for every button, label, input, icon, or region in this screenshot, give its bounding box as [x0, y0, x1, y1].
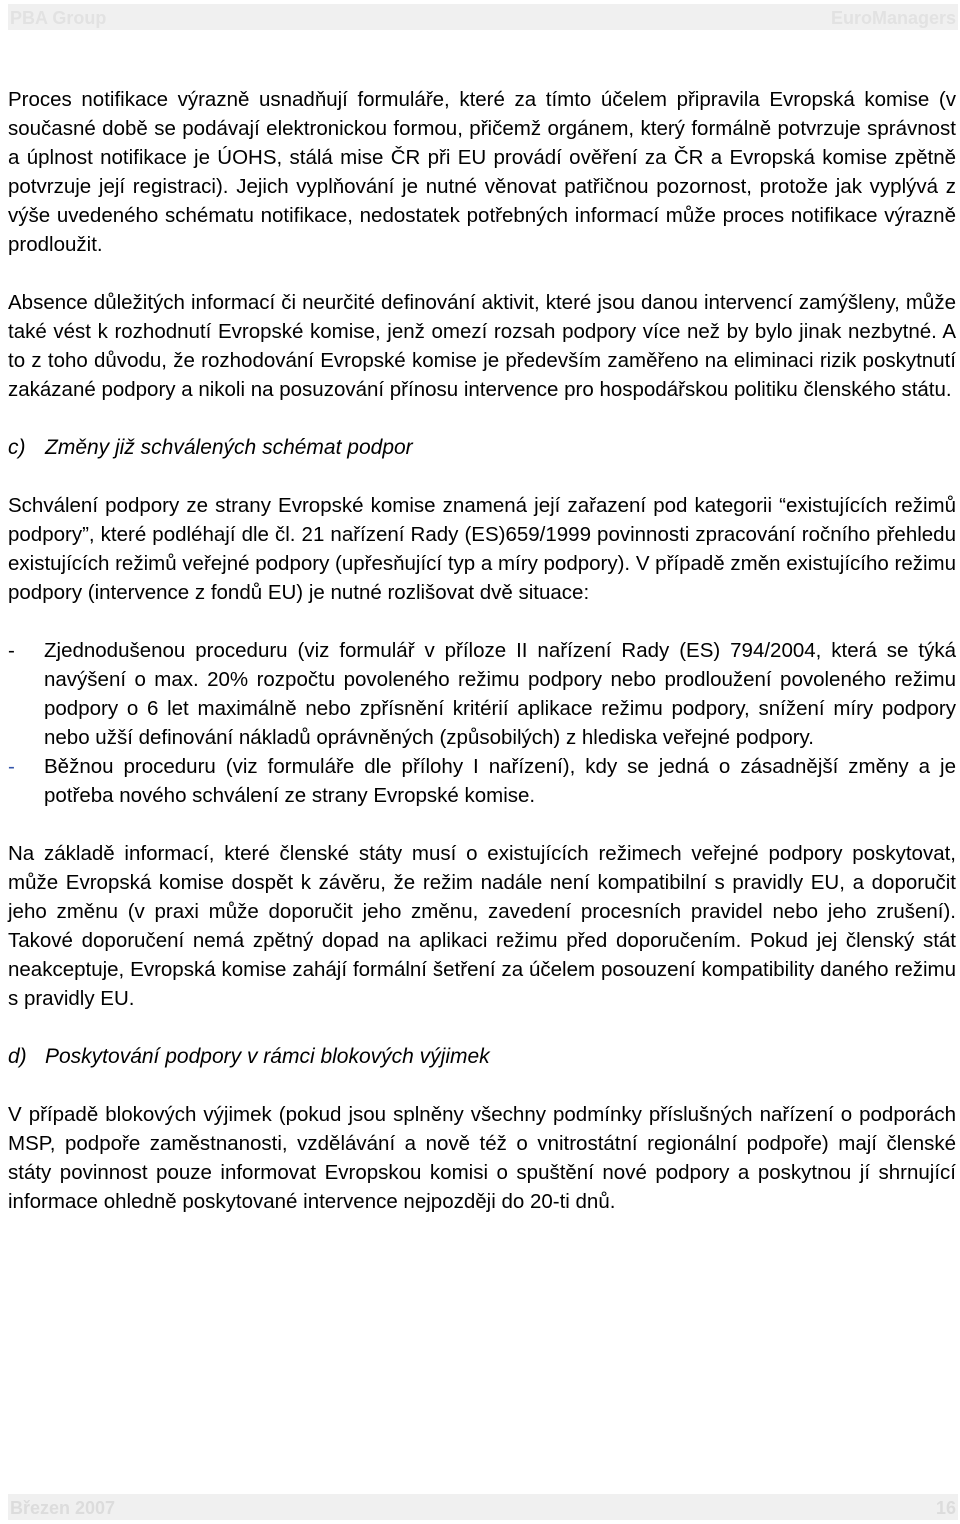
footer-date: Březen 2007 — [10, 1498, 116, 1518]
list-item-text: Zjednodušenou proceduru (viz formulář v příloze II nařízení Rady (ES) 794/2004, která se týká navýšení o max. 20% rozpočtu povoleného režimu podpory nebo prodloužení povoleného režimu podpory o 6 let maximálně nebo zpřísnění kritérií aplikace režimu podpory, snížení míry podpory nebo užší definování nákladů oprávněných (způsobilých) z hlediska veřejné podpory. — [44, 639, 956, 749]
section-title: Změny již schválených schémat podpor — [45, 436, 413, 459]
section-letter: d) — [8, 1045, 27, 1068]
situations-list — [8, 636, 956, 810]
page-number: 16 — [935, 1498, 956, 1518]
list-item — [8, 636, 956, 752]
list-marker: - — [8, 639, 15, 662]
paragraph-approved-scheme-changes: Schválení podpory ze strany Evropské komise znamená její zařazení pod kategorii “existujících režimů podpory”, které podléhají dle čl. 21 nařízení Rady (ES)659/1999 povinnosti zpracování ročního přehledu existujících režimů veřejné podpory (upřesňující typ a míry podpory). V případě změn existujícího režimu podpory (intervence z fondů EU) je nutné rozlišovat dvě situace: — [8, 494, 956, 604]
section-heading-d — [8, 1042, 956, 1071]
document-body — [8, 85, 956, 1245]
header-brand-name: EuroManagers — [830, 8, 956, 28]
list-marker: - — [8, 755, 15, 778]
list-item-text: Běžnou proceduru (viz formuláře dle přílohy I nařízení), kdy se jedná o zásadnější změny a je potřeba nového schválení ze strany Evropské komise. — [44, 755, 956, 807]
header-company-name: PBA Group — [10, 8, 107, 28]
list-item — [8, 752, 956, 810]
paragraph-commission-recommendation: Na základě informací, které členské státy musí o existujících režimech veřejné podpory poskytovat, může Evropská komise dospět k závěru, že režim nadále není kompatibilní s pravidly EU, a doporučit jeho změnu (v praxi může doporučit jeho změnu, zavedení procesních pravidel nebo jeho zrušení). Takové doporučení nemá zpětný dopad na aplikaci režimu před doporučením. Pokud jej členský stát neakceptuje, Evropská komise zahájí formální šetření za účelem posouzení kompatibility daného režimu s pravidly EU. — [8, 842, 956, 1010]
section-title: Poskytování podpory v rámci blokových výjimek — [45, 1045, 490, 1068]
section-letter: c) — [8, 436, 26, 459]
paragraph-notification-forms: Proces notifikace výrazně usnadňují formuláře, které za tímto účelem připravila Evropská komise (v současné době se podávají elektronickou formou, přičemž orgánem, který formálně potvrzuje správnost a úplnost notifikace je ÚOHS, stálá mise ČR při EU provádí ověření za ČR a Evropská komise zpětně potvrzuje její registraci). Jejich vyplňování je nutné věnovat patřičnou pozornost, protože jak vyplývá z výše uvedeného schématu notifikace, nedostatek potřebných informací může proces notifikace výrazně prodloužit. — [8, 88, 956, 256]
paragraph-absence-of-information: Absence důležitých informací či neurčité definování aktivit, které jsou danou intervencí zamýšleny, může také vést k rozhodnutí Evropské komise, jenž omezí rozsah podpory více než by bylo jinak nezbytné. A to z toho důvodu, že rozhodování Evropské komise je především zaměřeno na eliminaci rizik poskytnutí zakázané podpory a nikoli na posuzování přínosu intervence pro hospodářskou politiku členského státu. — [8, 291, 956, 401]
page-header — [8, 4, 958, 30]
page-footer — [8, 1494, 958, 1520]
paragraph-block-exemptions: V případě blokových výjimek (pokud jsou splněny všechny podmínky příslušných nařízení o podporách MSP, podpoře zaměstnanosti, vzdělávání a nově též o vnitrostátní regionální podpoře) mají členské státy povinnost pouze informovat Evropskou komisi o spuštění nové podpory a poskytnou jí shrnující informace ohledně poskytované intervence nejpozději do 20-ti dnů. — [8, 1103, 956, 1213]
section-heading-c — [8, 433, 956, 462]
